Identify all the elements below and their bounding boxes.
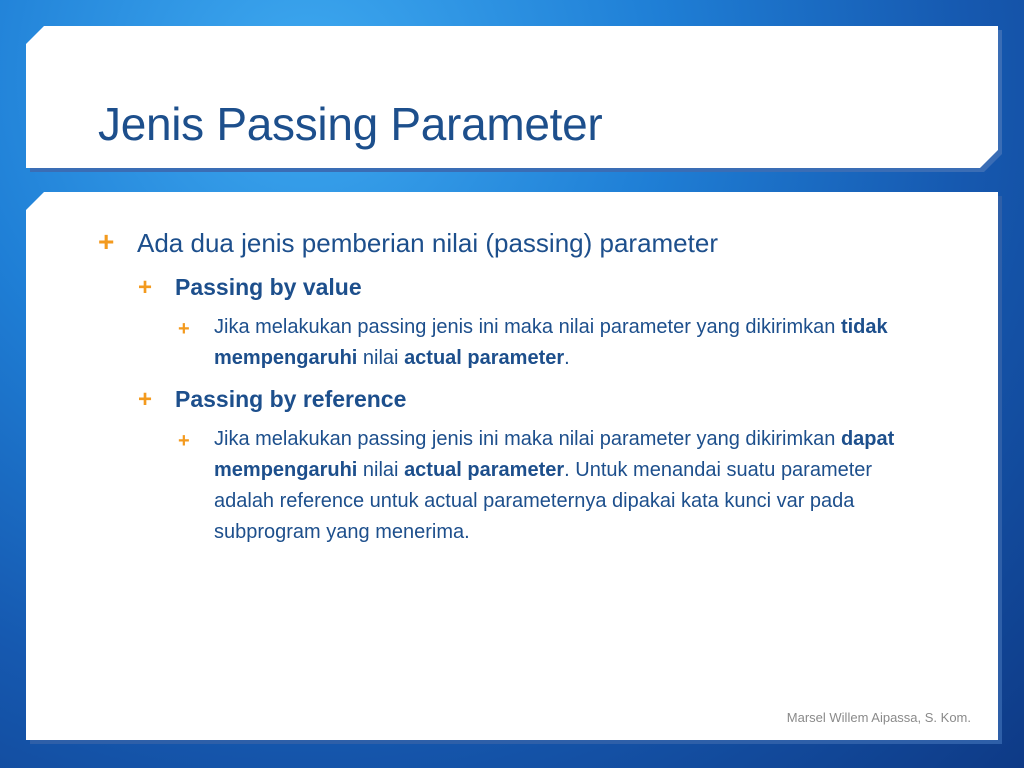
desc-bold: actual parameter: [404, 459, 565, 481]
bullet-by-reference-desc: [214, 424, 904, 548]
desc-text: Jika melakukan passing jenis ini maka nilai parameter yang dikirimkan: [214, 316, 841, 338]
bullet-by-value-desc: [214, 312, 904, 374]
plus-icon: +: [178, 318, 190, 340]
plus-icon: +: [98, 226, 115, 257]
desc-text: nilai: [357, 459, 405, 481]
desc-text: .: [564, 347, 570, 369]
desc-bold: dapat mempengaruhi: [214, 428, 895, 481]
desc-bold: tidak mempengaruhi: [214, 316, 888, 369]
desc-text: nilai: [357, 347, 405, 369]
bullet-level1: Ada dua jenis pemberian nilai (passing) parameter: [137, 228, 718, 258]
desc-text: Jika melakukan passing jenis ini maka nilai parameter yang dikirimkan: [214, 428, 841, 450]
slide-title: Jenis Passing Parameter: [98, 98, 603, 150]
footer-author: Marsel Willem Aipassa, S. Kom.: [786, 710, 971, 725]
plus-icon: +: [138, 274, 153, 301]
plus-icon: +: [178, 430, 190, 452]
desc-bold: actual parameter: [404, 347, 565, 369]
bullet-by-reference: Passing by reference: [175, 386, 407, 412]
bullet-by-value: Passing by value: [175, 274, 362, 300]
plus-icon: +: [138, 386, 153, 413]
desc-text: . Untuk menandai suatu parameter adalah reference untuk actual parameternya dipakai kata kunci var pada subprogram yang menerima.: [214, 459, 873, 543]
